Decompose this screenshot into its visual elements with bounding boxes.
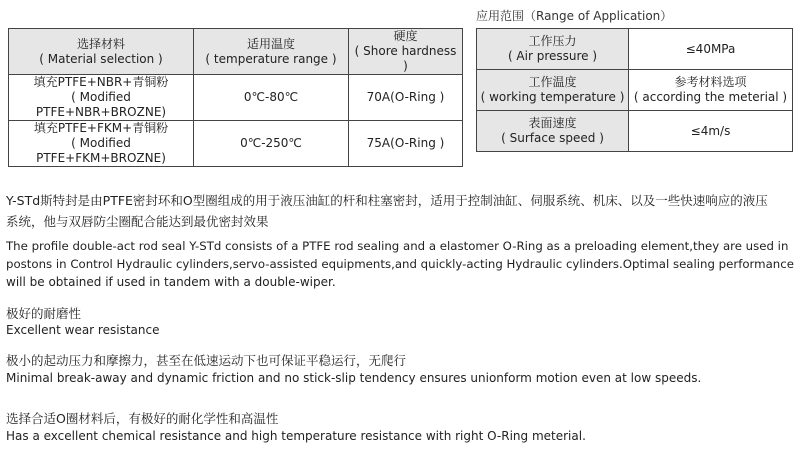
feature-heading-cn: 极小的起动压力和摩擦力，甚至在低速运动下也可保证平稳运行，无爬行 xyxy=(6,353,407,368)
value-line: ( according the meterial ) xyxy=(633,90,788,104)
table-row xyxy=(477,111,793,152)
material-cell xyxy=(9,121,194,167)
header-material-selection xyxy=(9,29,194,75)
intro-cn-line: Y-STd斯特封是由PTFE密封环和O型圈组成的用于液压油缸的杆和柱塞密封，适用于控制油缸、伺服系统、机床、以及一些快速响应的液压 xyxy=(6,193,768,208)
header-en: ( Material selection ) xyxy=(39,51,163,66)
material-en: ( Modified PTFE+FKM+BROZNE) xyxy=(36,136,166,165)
feature-heading-cn: 极好的耐磨性 xyxy=(6,306,82,321)
header-temperature-range xyxy=(194,29,349,75)
intro-en-line: will be obtained if used in tandem with a double-wiper. xyxy=(6,275,336,289)
value-line: 参考材料选项 xyxy=(674,75,747,89)
hardness-cell: 70A(O-Ring ) xyxy=(349,75,463,121)
intro-cn-line: 系统，他与双唇防尘圈配合能达到最优密封效果 xyxy=(6,214,269,229)
intro-en-line: postons in Control Hydraulic cylinders,servo-assisted equipments,and quickly-acting Hydraulic cylinders.Optimal sealing performance xyxy=(6,257,794,271)
temperature-cell: 0℃-250℃ xyxy=(194,121,349,167)
table-header-row xyxy=(9,29,463,75)
air-pressure-label xyxy=(477,29,629,70)
material-cell xyxy=(9,75,194,121)
header-en: ( Shore hardness ) xyxy=(354,44,457,73)
application-range-table xyxy=(476,28,793,152)
table-row xyxy=(477,70,793,111)
label-en: ( Surface speed ) xyxy=(501,131,604,145)
surface-speed-label xyxy=(477,111,629,152)
label-en: ( working temperature ) xyxy=(480,90,625,104)
header-cn: 硬度 xyxy=(393,29,418,43)
feature-text-en: Minimal break-away and dynamic friction and no stick-slip tendency ensures unionform motion even at low speeds. xyxy=(6,371,702,385)
material-selection-table xyxy=(8,28,463,167)
table-row xyxy=(9,75,463,121)
working-temperature-value xyxy=(629,70,793,111)
surface-speed-value xyxy=(629,111,793,152)
label-cn: 工作压力 xyxy=(528,34,577,48)
intro-en-line: The profile double-act rod seal Y-STd consists of a PTFE rod sealing and a elastomer O-Ring as a preloading element,they are used in xyxy=(6,239,789,253)
header-shore-hardness xyxy=(349,29,463,75)
table-row xyxy=(9,121,463,167)
feature-heading-cn: 选择合适O圈材料后，有极好的耐化学性和高温性 xyxy=(6,411,279,426)
material-cn: 填充PTFE+NBR+青铜粉 xyxy=(33,75,169,89)
label-cn: 表面速度 xyxy=(528,116,577,130)
table-row xyxy=(477,29,793,70)
header-cn: 选择材料 xyxy=(76,36,125,51)
application-range-title: 应用范围（Range of Application） xyxy=(476,9,673,23)
feature-text-en: Excellent wear resistance xyxy=(6,323,160,337)
header-en: ( temperature range ) xyxy=(205,51,337,66)
label-en: ( Air pressure ) xyxy=(507,49,598,63)
header-cn: 适用温度 xyxy=(246,36,295,51)
material-cn: 填充PTFE+FKM+青铜粉 xyxy=(33,121,169,135)
air-pressure-value xyxy=(629,29,793,70)
label-cn: 工作温度 xyxy=(528,75,577,89)
temperature-cell: 0℃-80℃ xyxy=(194,75,349,121)
working-temperature-label xyxy=(477,70,629,111)
material-en: ( Modified PTFE+NBR+BROZNE) xyxy=(35,90,167,119)
value-line: ≤40MPa xyxy=(685,41,736,56)
value-line: ≤4m/s xyxy=(690,123,731,138)
feature-text-en: Has a excellent chemical resistance and high temperature resistance with right O-Ring meterial. xyxy=(6,429,586,443)
hardness-cell: 75A(O-Ring ) xyxy=(349,121,463,167)
